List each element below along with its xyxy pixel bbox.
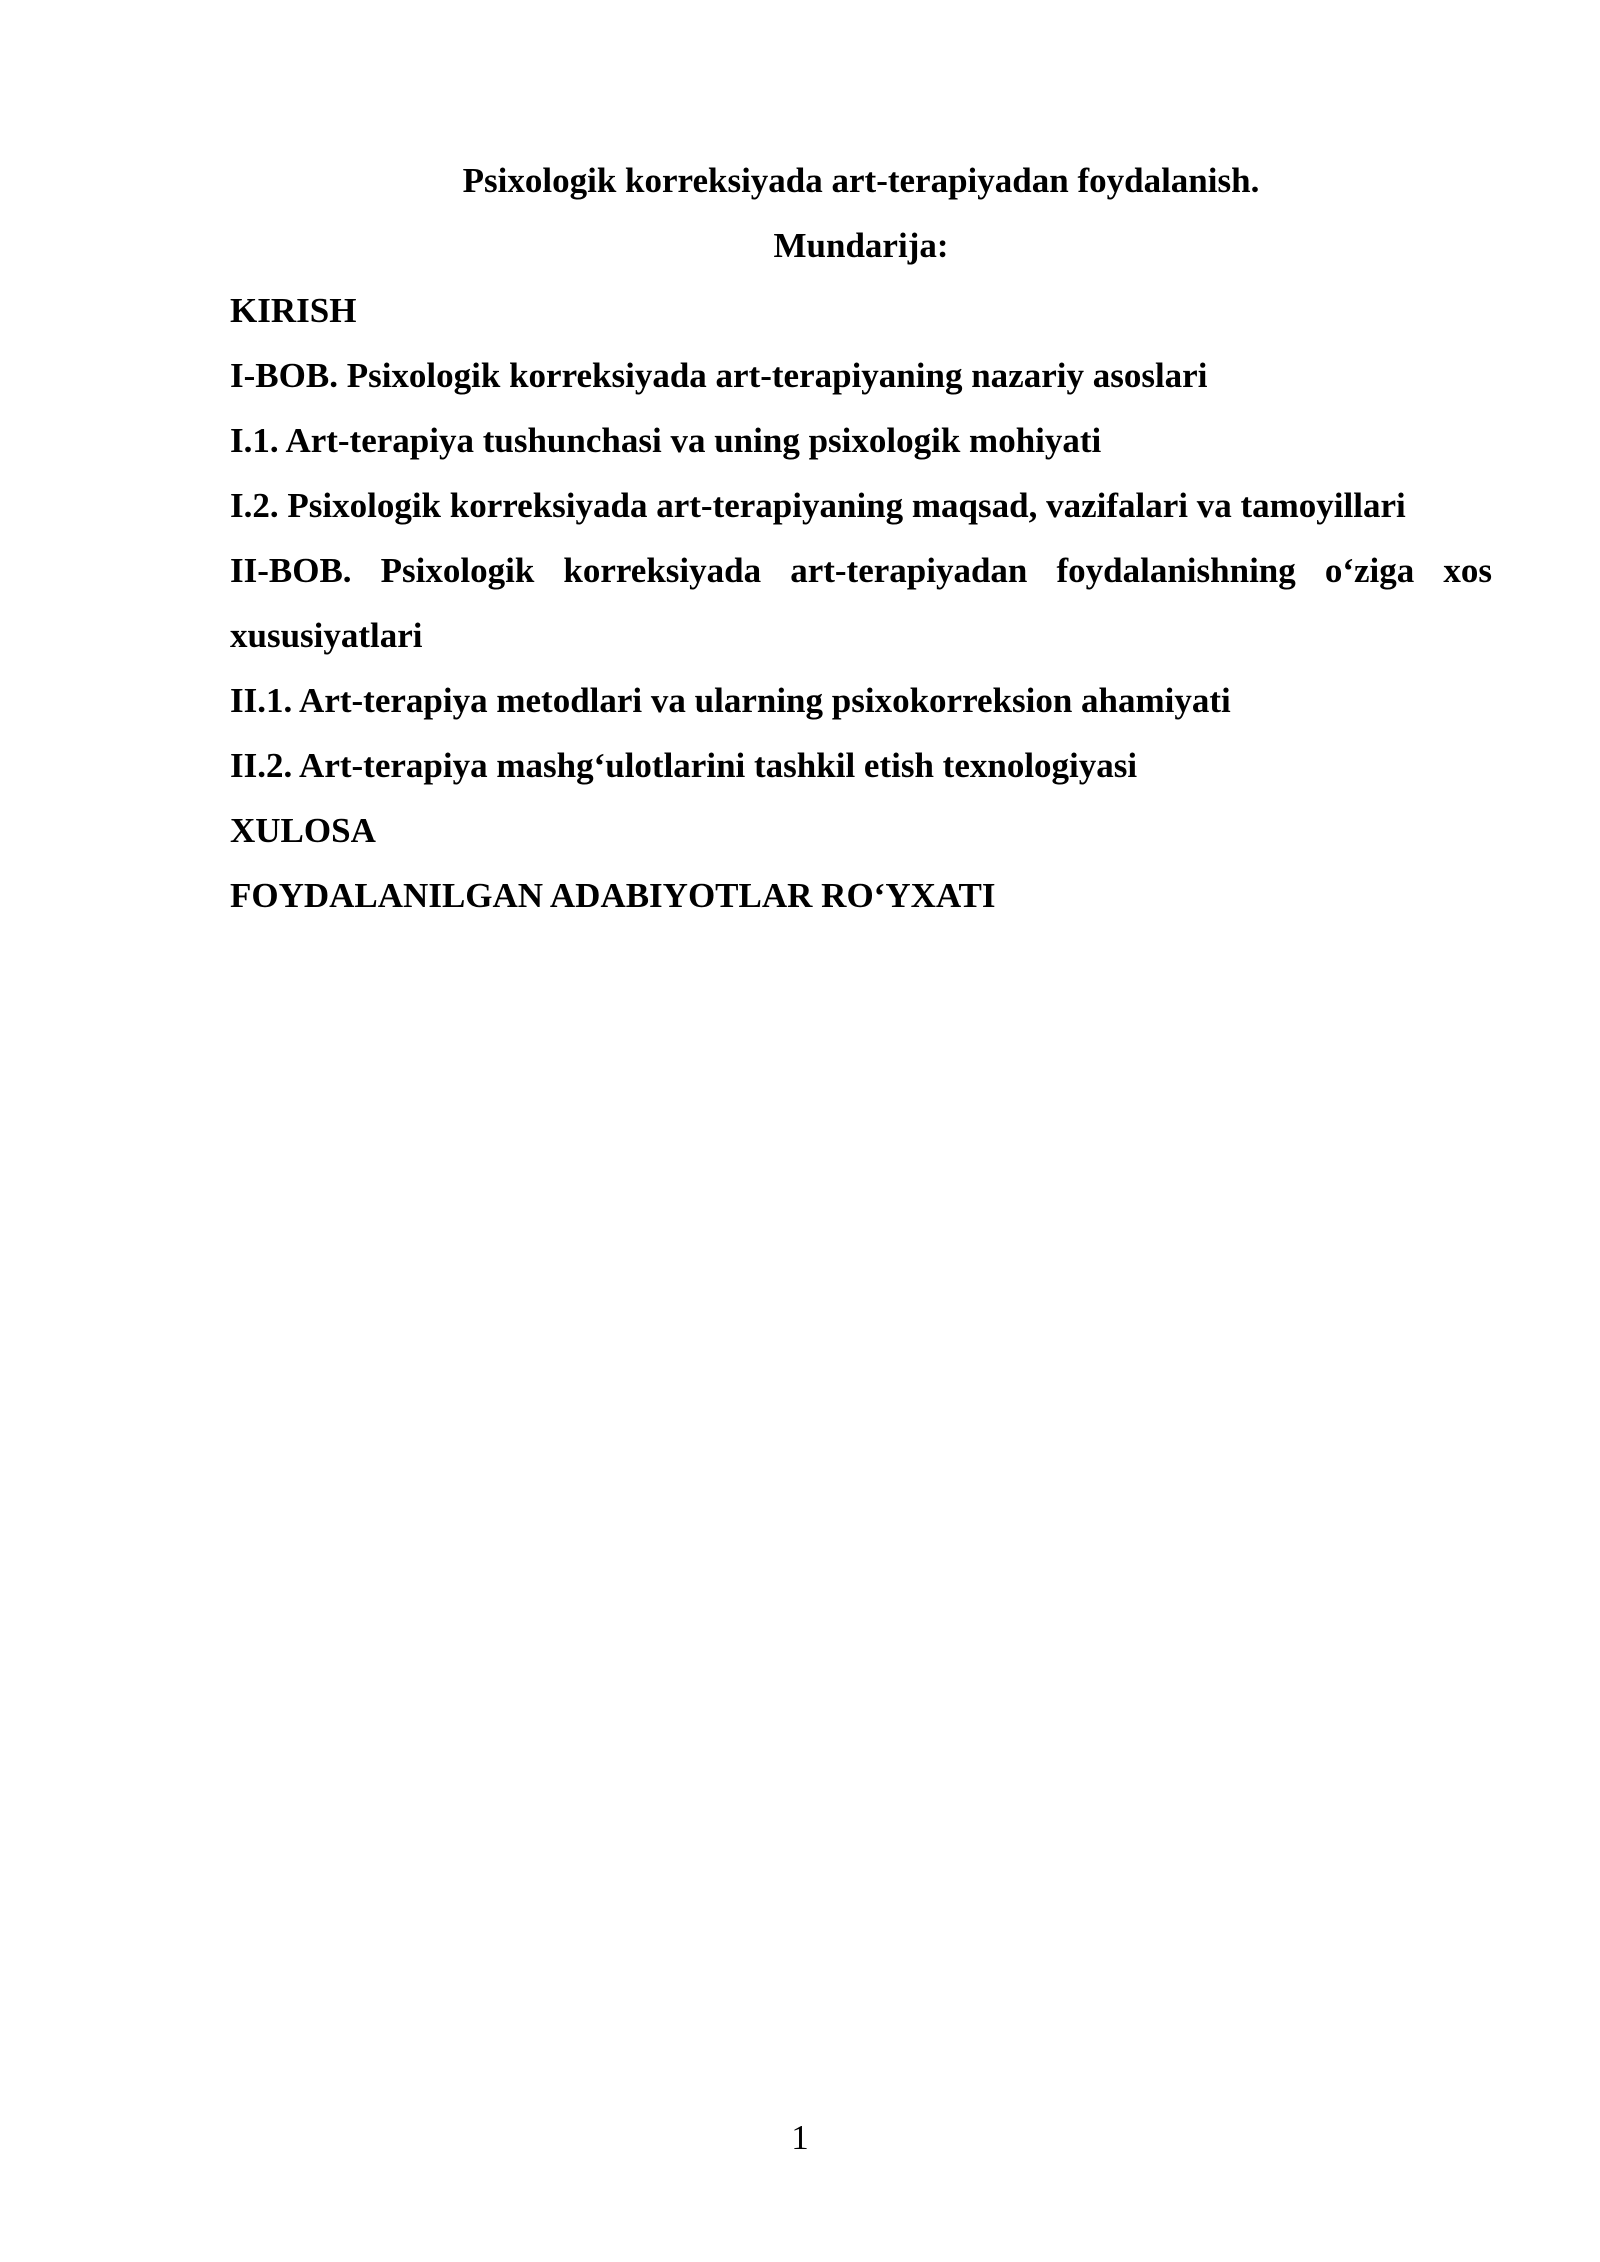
table-of-contents [230, 278, 1492, 928]
page-number: 1 [791, 2118, 809, 2157]
toc-entry-intro: KIRISH [230, 291, 357, 330]
toc-heading: Mundarija: [773, 226, 949, 265]
toc-entry-section-2-2: II.2. Art-terapiya mashg‘ulotlarini tashkil etish texnologiyasi [230, 746, 1138, 785]
toc-entry-chapter-2: II-BOB. Psixologik korreksiyada art-terapiyadan foydalanishning o‘ziga xos xususiyatlari [230, 551, 1492, 655]
toc-entry-section-1-1: I.1. Art-terapiya tushunchasi va uning psixologik mohiyati [230, 421, 1102, 460]
toc-entry-section-2-1: II.1. Art-terapiya metodlari va ularning psixokorreksion ahamiyati [230, 681, 1231, 720]
document-title: Psixologik korreksiyada art-terapiyadan foydalanish. [462, 161, 1260, 200]
document-content [230, 148, 1492, 928]
toc-entry-references: FOYDALANILGAN ADABIYOTLAR RO‘YXATI [230, 876, 996, 915]
toc-entry-section-1-2: I.2. Psixologik korreksiyada art-terapiyaning maqsad, vazifalari va tamoyillari [230, 486, 1406, 525]
toc-entry-chapter-1: I-BOB. Psixologik korreksiyada art-terapiyaning nazariy asoslari [230, 356, 1208, 395]
toc-entry-conclusion: XULOSA [230, 811, 376, 850]
